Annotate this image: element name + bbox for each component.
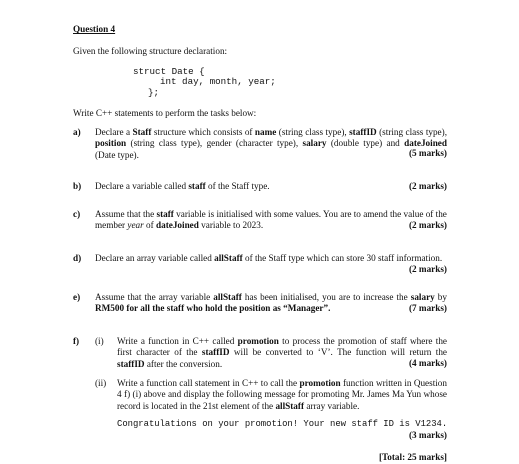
part-label: a) bbox=[73, 127, 81, 137]
marks-label: (2 marks) bbox=[408, 181, 447, 191]
code-line: int day, month, year; bbox=[160, 76, 276, 87]
marks-label: (4 marks) bbox=[408, 358, 447, 368]
part-label: f) bbox=[73, 336, 80, 346]
part-d-text: Declare an array variable called allStaff of the Staff type which can store 30 staff information. bbox=[95, 253, 443, 263]
part-b-text: Declare a variable called staff of the Staff type. bbox=[95, 181, 270, 191]
output-message: Congratulations on your promotion! Your new staff ID is V1234. bbox=[117, 419, 448, 429]
subpart-label: (ii) bbox=[95, 378, 107, 388]
part-e-text: Assume that the array variable allStaff has been initialised, you are to increase the salary by RM500 for all the staff who hold the position as “Manager”. bbox=[95, 292, 447, 314]
code-line: struct Date { bbox=[133, 66, 205, 77]
subpart-label: (i) bbox=[95, 336, 104, 346]
part-label: d) bbox=[73, 253, 82, 263]
marks-label: (5 marks) bbox=[408, 148, 447, 158]
code-line: }; bbox=[148, 87, 160, 98]
question-heading: Question 4 bbox=[73, 24, 116, 34]
part-label: e) bbox=[73, 292, 81, 302]
intro-text: Given the following structure declaration: bbox=[73, 46, 228, 56]
part-a-text: Declare a Staff structure which consists of name (string class type), staffID (string class type), position (string class type), gender (character type), salary (double type) and dateJoined (Date type). bbox=[95, 127, 447, 160]
part-c-text: Assume that the staff variable is initialised with some values. You are to amend the value of the member year of dateJoined variable to 2023. bbox=[95, 209, 447, 231]
instruction-text: Write C++ statements to perform the tasks below: bbox=[73, 108, 257, 118]
part-f-ii-text: Write a function call statement in C++ to call the promotion function written in Question 4 f) (i) above and display the following message for promoting Mr. James Ma Yun whose record is located in the 21st element of the allStaff array variable. bbox=[117, 378, 447, 411]
part-label: b) bbox=[73, 181, 82, 191]
part-f-i-text: Write a function in C++ called promotion to process the promotion of staff where the first character of the staffID will be converted to ‘V’. The function will return the staffID after the conversion. bbox=[117, 336, 448, 369]
marks-label: (7 marks) bbox=[408, 303, 447, 313]
marks-label: (2 marks) bbox=[408, 220, 447, 230]
marks-label: (3 marks) bbox=[408, 430, 447, 440]
total-marks: [Total: 25 marks] bbox=[378, 452, 447, 462]
part-label: c) bbox=[73, 209, 81, 219]
marks-label: (2 marks) bbox=[408, 264, 447, 274]
